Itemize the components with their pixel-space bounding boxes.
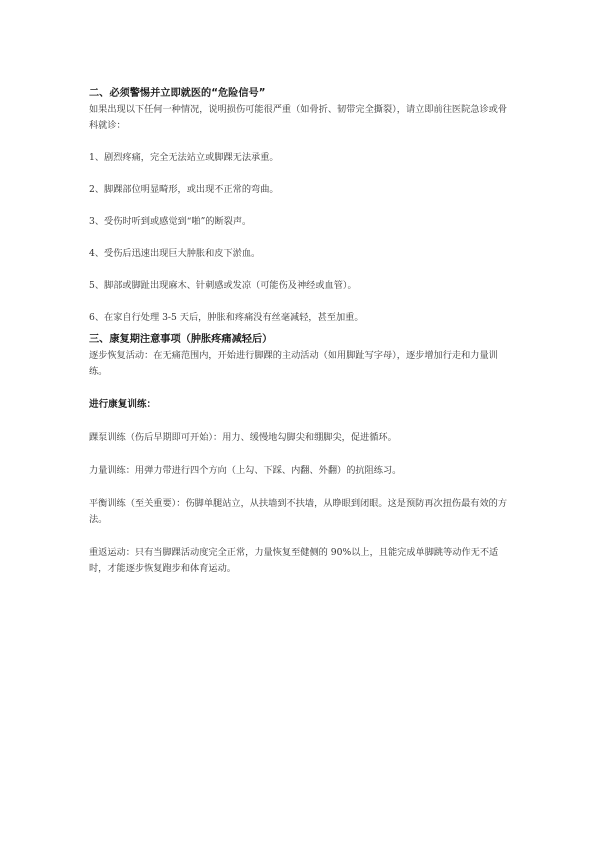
training-title: 进行康复训练： xyxy=(89,399,157,410)
section-3-intro: 逐步恢复活动：在无痛范围内，开始进行脚踝的主动活动（如用脚趾写字母），逐步增加行走和力量训练。 xyxy=(89,350,498,377)
danger-sign-item: 3、受伤时听到或感觉到“啪”的断裂声。 xyxy=(89,216,252,227)
training-paragraph: 重返运动：只有当脚踝活动度完全正常，力量恢复至健侧的 90%以上，且能完成单脚跳等动作无不适时，才能逐步恢复跑步和体育运动。 xyxy=(89,547,499,574)
danger-sign-item: 1、剧烈疼痛，完全无法站立或脚踝无法承重。 xyxy=(89,152,279,163)
danger-sign-item: 5、脚部或脚趾出现麻木、针刺感或发凉（可能伤及神经或血管）。 xyxy=(89,280,357,291)
danger-sign-item: 4、受伤后迅速出现巨大肿胀和皮下淤血。 xyxy=(89,248,261,259)
section-2-intro: 如果出现以下任何一种情况，说明损伤可能很严重（如骨折、韧带完全撕裂），请立即前往医院急诊或骨科就诊： xyxy=(89,104,508,131)
training-paragraph: 力量训练：用弹力带进行四个方向（上勾、下踩、内翻、外翻）的抗阻练习。 xyxy=(89,465,402,476)
training-paragraph: 平衡训练（至关重要）：伤脚单腿站立，从扶墙到不扶墙，从睁眼到闭眼。这是预防再次扭伤最有效的方法。 xyxy=(89,498,508,525)
section-2-title: 二、必须警惕并立即就医的“危险信号” xyxy=(89,88,266,99)
danger-sign-item: 6、在家自行处理 3-5 天后，肿胀和疼痛没有丝毫减轻，甚至加重。 xyxy=(89,312,364,323)
document-content xyxy=(89,86,509,577)
danger-sign-item: 2、脚踝部位明显畸形，或出现不正常的弯曲。 xyxy=(89,184,279,195)
section-3-title: 三、康复期注意事项（肿胀疼痛减轻后） xyxy=(89,334,273,345)
training-paragraph: 踝泵训练（伤后早期即可开始）：用力、缓慢地勾脚尖和绷脚尖，促进循环。 xyxy=(89,432,397,443)
